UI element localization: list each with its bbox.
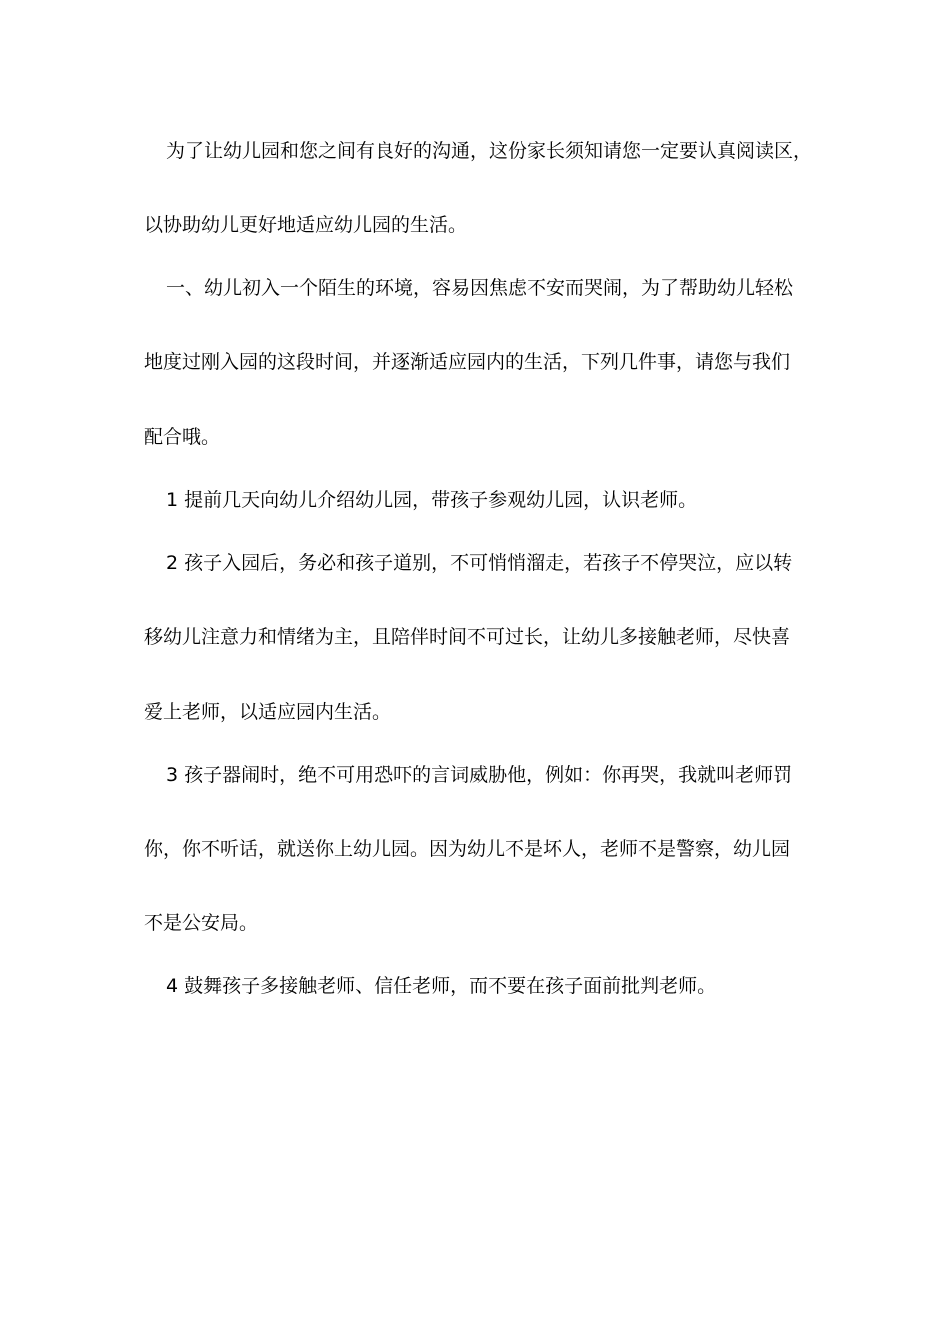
item-2-line-1: 2 孩子入园后，务必和孩子道别，不可悄悄溜走，若孩子不停哭泣，应以转 <box>166 552 793 574</box>
item-1-line-1: 1 提前几天向幼儿介绍幼儿园，带孩子参观幼儿园，认识老师。 <box>166 489 698 511</box>
section-one-line-2: 地度过刚入园的这段时间，并逐渐适应园内的生活，下列几件事，请您与我们 <box>144 351 791 373</box>
paragraph-intro-line-2: 以协助幼儿更好地适应幼儿园的生活。 <box>144 214 468 236</box>
item-4-line-1: 4 鼓舞孩子多接触老师、信任老师，而不要在孩子面前批判老师。 <box>166 975 717 997</box>
item-3-line-3: 不是公安局。 <box>144 912 259 934</box>
section-one-line-3: 配合哦。 <box>144 426 221 448</box>
section-one-line-1: 一、幼儿初入一个陌生的环境，容易因焦虑不安而哭闹，为了帮助幼儿轻松 <box>166 277 794 299</box>
item-2-line-2: 移幼儿注意力和情绪为主，且陪伴时间不可过长，让幼儿多接触老师，尽快喜 <box>144 626 791 648</box>
item-3-line-1: 3 孩子器闹时，绝不可用恐吓的言词威胁他，例如：你再哭，我就叫老师罚 <box>166 764 793 786</box>
item-2-line-3: 爱上老师，以适应园内生活。 <box>144 701 392 723</box>
item-3-line-2: 你，你不听话，就送你上幼儿园。因为幼儿不是坏人，老师不是警察，幼儿园 <box>144 838 791 860</box>
paragraph-intro-line-1: 为了让幼儿园和您之间有良好的沟通，这份家长须知请您一定要认真阅读区， <box>166 140 813 162</box>
